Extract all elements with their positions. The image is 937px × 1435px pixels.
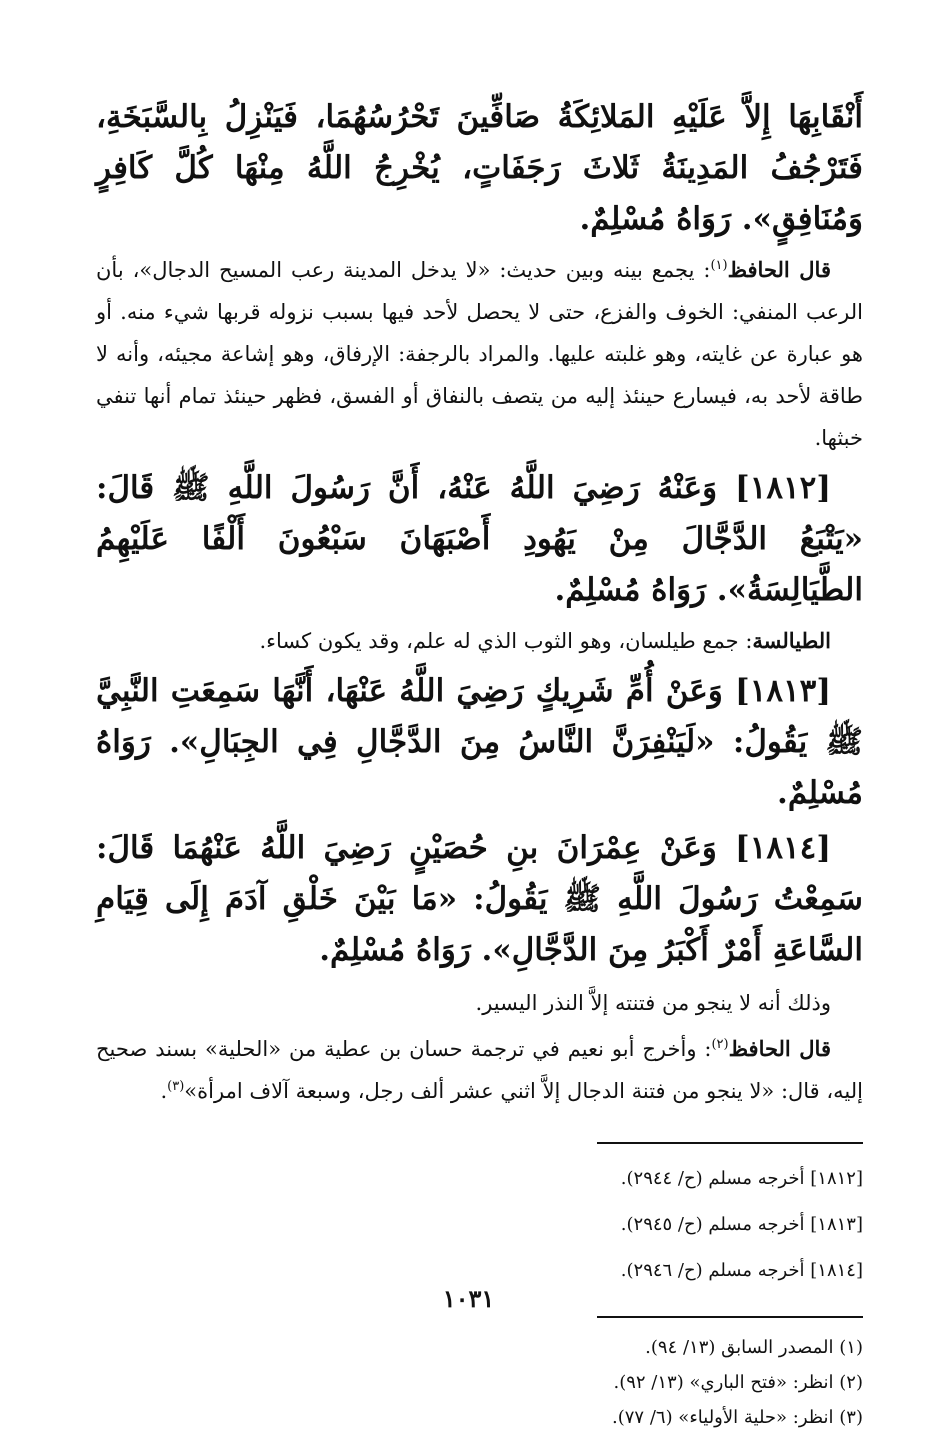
footnotes-divider (597, 1316, 863, 1318)
footnote-marker: (٢) (711, 1037, 729, 1052)
hadith-1814 (96, 823, 863, 976)
commentary-hafiz-1 (96, 249, 863, 459)
commentary-text: : يجمع بينه وبين حديث: «لا يدخل المدينة رعب المسيح الدجال»، بأن الرعب المنفي: الخوف والفزع، حتى لا يحصل لأحد فيها بسبب نزوله قربها شيء منه. أو هو عبارة عن غايته، وهو غلبته عليها. والمراد بالرجفة: الإرفاق، وهو إشاعة مجيئه، وأنه لا طاقة لأحد به، فيسارع حينئذ إليه من يتصف بالنفاق أو الفسق، فظهر حينئذ تمام أنها تنفي خبثها. (96, 258, 863, 450)
commentary-end: . (160, 1079, 168, 1103)
reference-item: [١٨١٤] أخرجه مسلم (ح/ ٢٩٤٦). (620, 1260, 863, 1281)
commentary-label: الطيالسة (752, 628, 831, 653)
footnote-item: (٣) انظر: «حلية الأولياء» (٦/ ٧٧). (612, 1407, 863, 1428)
hadith-references (96, 1156, 863, 1294)
commentary-text: : وأخرج أبو نعيم في ترجمة حسان بن عطية من «الحلية» بسند صحيح إليه، قال: «لا ينجو من فتنة الدجال إلاَّ اثني عشر ألف رجل، وسبعة آلاف امرأة» (96, 1037, 863, 1103)
hadith-continuation (96, 92, 863, 245)
hadith-number: [١٨١٣] (735, 673, 831, 709)
hadith-text: وَعَنْ أُمِّ شَرِيكٍ رَضِيَ اللَّهُ عَنْهَا، أَنَّهَا سَمِعَتِ النَّبِيَّ ﷺ يَقُولُ: «لَيَنْفِرَنَّ النَّاسُ مِنَ الدَّجَّالِ فِي الجِبَالِ». رَوَاهُ مُسْلِمٌ. (96, 673, 863, 811)
hadith-number: [١٨١٢] (735, 470, 831, 506)
commentary-label: قال الحافظ (728, 1036, 831, 1061)
commentary-text: وذلك أنه لا ينجو من فتنته إلاَّ النذر اليسير. (475, 991, 831, 1015)
reference-item: [١٨١٣] أخرجه مسلم (ح/ ٢٩٤٥). (620, 1214, 863, 1235)
commentary-short (96, 982, 863, 1024)
hadith-text: وَعَنْهُ رَضِيَ اللَّهُ عَنْهُ، أَنَّ رَسُولَ اللَّهِ ﷺ قَالَ: «يَتْبَعُ الدَّجَّالَ مِنْ يَهُودِ أَصْبَهَانَ سَبْعُونَ أَلْفًا عَلَيْهِمُ الطَّيَالِسَةُ». رَوَاهُ مُسْلِمٌ. (96, 470, 863, 608)
hadith-1813 (96, 666, 863, 819)
footnote-item: (٢) انظر: «فتح الباري» (١٣/ ٩٢). (613, 1372, 863, 1393)
hadith-text: وَعَنْ عِمْرَانَ بنِ حُصَيْنٍ رَضِيَ اللَّهُ عَنْهُمَا قَالَ: سَمِعْتُ رَسُولَ اللَّهِ ﷺ يَقُولُ: «مَا بَيْنَ خَلْقِ آدَمَ إِلَى قِيَامِ السَّاعَةِ أَمْرٌ أَكْبَرُ مِنَ الدَّجَّالِ». رَوَاهُ مُسْلِمٌ. (96, 830, 863, 968)
commentary-hafiz-2 (96, 1028, 863, 1112)
page-number: ١٠٣١ (442, 1284, 495, 1313)
footnote-item: (١) المصدر السابق (١٣/ ٩٤). (645, 1337, 863, 1358)
references-divider (597, 1142, 863, 1144)
hadith-continuation-text: أَنْقَابِهَا إِلاَّ عَلَيْهِ المَلائِكَةُ صَافِّينَ تَحْرُسُهُمَا، فَيَنْزِلُ بِالسَّبَخَةِ، فَتَرْجُفُ المَدِينَةُ ثَلاثَ رَجَفَاتٍ، يُخْرِجُ اللَّهُ مِنْهَا كُلَّ كَافِرٍ وَمُنَافِقٍ». رَوَاهُ مُسْلِمٌ. (96, 99, 863, 237)
footnote-marker: (١) (710, 258, 728, 273)
hadith-1812 (96, 463, 863, 616)
footnote-marker: (٣) (167, 1079, 185, 1094)
commentary-tayalisa (96, 620, 863, 662)
hadith-number: [١٨١٤] (735, 830, 831, 866)
commentary-label: قال الحافظ (727, 257, 831, 282)
footnotes (96, 1330, 863, 1435)
reference-item: [١٨١٢] أخرجه مسلم (ح/ ٢٩٤٤). (620, 1168, 863, 1189)
commentary-text: : جمع طيلسان، وهو الثوب الذي له علم، وقد يكون كساء. (259, 629, 753, 653)
